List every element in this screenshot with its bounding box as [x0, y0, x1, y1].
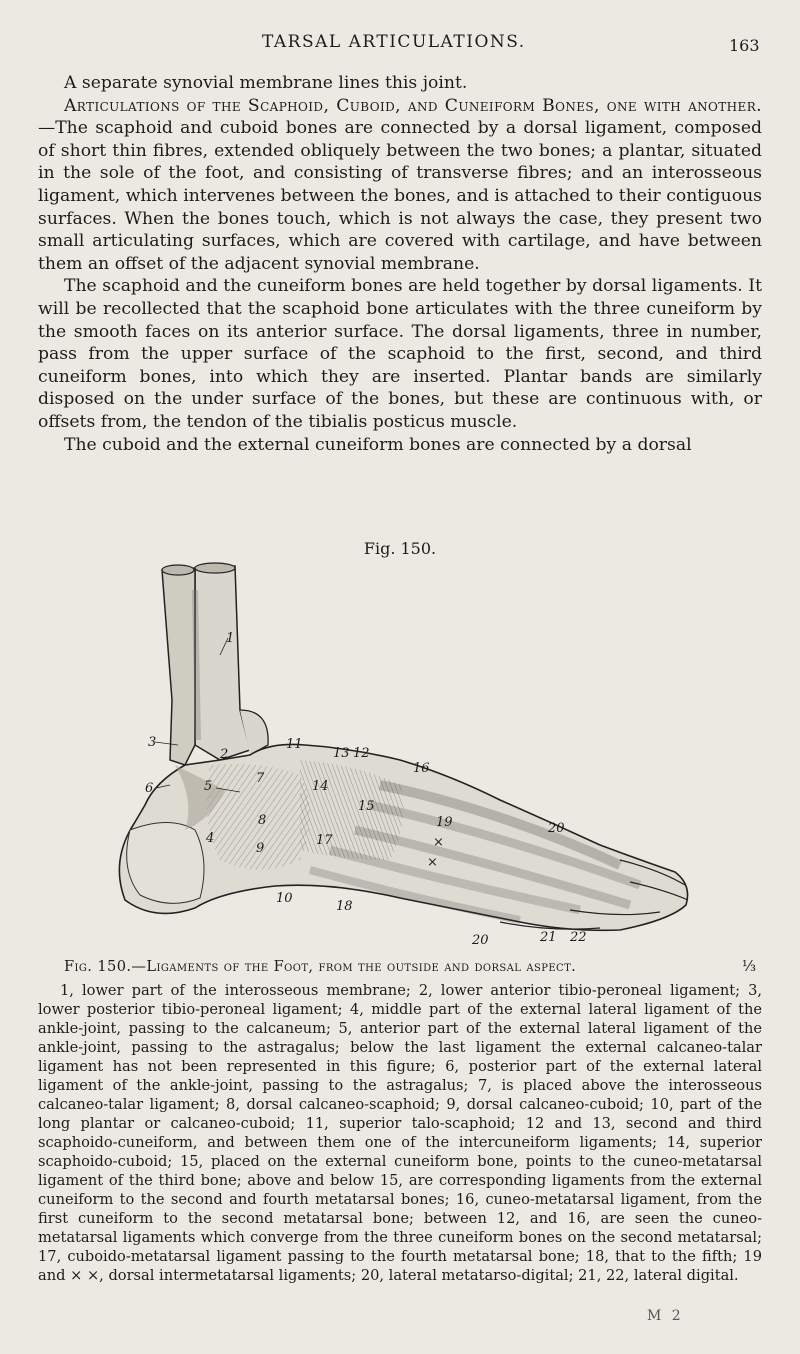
- caption-heading: [38, 957, 762, 976]
- page-number: 163: [729, 36, 760, 55]
- figure-label: 15: [358, 799, 375, 814]
- body-text: [38, 72, 762, 456]
- figure-label: 7: [256, 771, 265, 786]
- paragraph-cuboid-cuneiform: The cuboid and the external cuneiform bones are connected by a dorsal: [64, 434, 692, 455]
- page-header: [0, 32, 800, 58]
- figure-label: ×: [433, 835, 444, 850]
- paragraph-scaphoid-cuneiform: The scaphoid and the cuneiform bones are held together by dorsal ligaments. It will be recollected that the scaphoid bone articulates with the three cuneiform by the smooth faces on its anterior surface. The dorsal ligaments, three in number, pass from the upper surface of the scaphoid to the first, second, and third cuneiform bones, into which they are inserted. Plantar bands are similarly disposed on the under surface of the bones, but these are continuous with, or offsets from, the tendon of the tibialis posticus muscle.: [38, 276, 762, 432]
- figure-label: ×: [427, 855, 438, 870]
- figure-caption: [38, 957, 762, 1285]
- figure-label: 11: [286, 737, 303, 752]
- figure-label: 20: [472, 933, 489, 948]
- section-heading: Articulations of the Scaphoid, Cuboid, and Cuneiform Bones, one with another.: [64, 95, 762, 116]
- figure-label: 8: [258, 813, 267, 828]
- figure-label: 9: [256, 841, 265, 856]
- figure-label: 22: [570, 930, 587, 945]
- figure-title: Fig. 150.: [363, 539, 437, 558]
- paragraph-synovial: A separate synovial membrane lines this joint.: [64, 73, 468, 93]
- figure-label: 14: [312, 779, 329, 794]
- running-title: TARSAL ARTICULATIONS.: [262, 32, 526, 52]
- figure-label: 13: [333, 746, 350, 761]
- paragraph-scaphoid-cuboid-body: —The scaphoid and cuboid bones are connected by a dorsal ligament, composed of short thin fibres, extended obliquely between the two bones; a plantar, situated in the sole of the foot, and consisting of transverse fibres; and an interosseous ligament, which intervenes between the bones, and is attached to their contiguous surfaces. When the bones touch, which is not always the case, they present two small articulating surfaces, which are covered with cartilage, and have between them an offset of the adjacent synovial membrane.: [38, 118, 762, 274]
- figure-label: 1: [226, 631, 235, 646]
- figure-label: 12: [353, 746, 370, 761]
- fibula-shape: [162, 568, 195, 765]
- figure-label: 2: [220, 747, 229, 762]
- figure-label: 6: [145, 781, 154, 796]
- caption-title: Fig. 150.—Ligaments of the Foot, from the outside and dorsal aspect.: [64, 958, 577, 975]
- figure-label: 21: [540, 930, 557, 945]
- tibia-shape: [195, 566, 250, 760]
- figure-label: 16: [413, 761, 430, 776]
- figure-label: 18: [336, 899, 353, 914]
- figure-label: 19: [436, 815, 453, 830]
- figure-label: 5: [204, 779, 213, 794]
- figure-label: 10: [276, 891, 293, 906]
- figure-label: 3: [148, 735, 157, 750]
- foot-ligaments-figure: [100, 560, 700, 950]
- scale-fraction: ⅓: [741, 958, 756, 975]
- figure-label: 20: [548, 821, 565, 836]
- figure-label: 17: [316, 833, 333, 848]
- paragraph-scaphoid-cuboid: [38, 95, 762, 276]
- signature-mark: M 2: [647, 1308, 684, 1324]
- figure-label: 4: [206, 831, 215, 846]
- caption-body: 1, lower part of the interosseous membrane; 2, lower anterior tibio-peroneal ligament; 3, lower posterior tibio-peroneal ligament; 4, middle part of the external lateral ligament of the ankle-joint, passing to the calcaneum; 5, anterior part of the external lateral ligament of the ankle-joint, passing to the astragalus; below the last ligament the external calcaneo-talar ligament has not been represented in this figure; 6, posterior part of the external lateral ligament of the ankle-joint, passing to the astragalus; 7, is placed above the interosseous calcaneo-talar ligament; 8, dorsal calcaneo-scaphoid; 9, dorsal calcaneo-cuboid; 10, part of the long plantar or calcaneo-cuboid; 11, superior talo-scaphoid; 12 and 13, second and third scaphoido-cuneiform, and between them one of the intercuneiform ligaments; 14, superior scaphoido-cuboid; 15, placed on the external cuneiform bone, points to the cuneo-metatarsal ligament of the third bone; above and below 15, are corresponding ligaments from the external cuneiform to the second and fourth metatarsal bones; 16, cuneo-metatarsal ligament, from the first cuneiform to the second metatarsal bone; between 12, and 16, are seen the cuneo-metatarsal ligaments which converge from the three cuneiform bones on the second metatarsal; 17, cuboido-metatarsal ligament passing to the fourth metatarsal bone; 18, that to the fifth; 19 and × ×, dorsal intermetatarsal ligaments; 20, lateral metatarso-digital; 21, 22, lateral digital.: [38, 982, 762, 1284]
- foot-illustration: [100, 560, 700, 950]
